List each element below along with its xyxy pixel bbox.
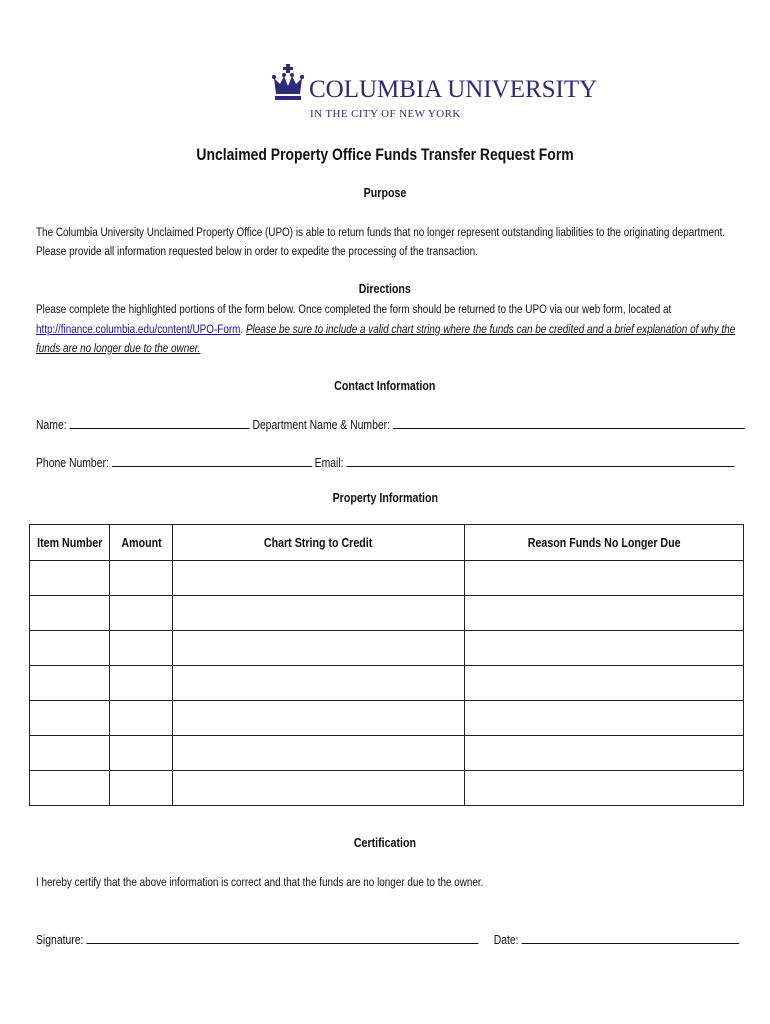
column-header-amount: Amount <box>110 525 173 561</box>
table-row <box>30 771 744 806</box>
email-label: Email: <box>314 455 344 470</box>
chart-string-cell[interactable] <box>173 736 464 771</box>
certification-statement: I hereby certify that the above information is correct and that the funds are no longer due to the owner. <box>36 875 484 889</box>
directions-text-line1: Please complete the highlighted portions of the form below. Once completed the form should be returned to the UPO via our web form, located at <box>36 302 672 316</box>
item-number-cell[interactable] <box>30 666 110 701</box>
amount-cell[interactable] <box>110 701 173 736</box>
directions-heading: Directions <box>358 281 412 296</box>
chart-string-cell[interactable] <box>173 561 464 596</box>
amount-cell[interactable] <box>110 561 173 596</box>
table-row <box>30 736 744 771</box>
item-number-cell[interactable] <box>30 561 110 596</box>
signature-field[interactable] <box>86 931 478 944</box>
item-number-cell[interactable] <box>30 631 110 666</box>
directions-text-line2 <box>36 319 735 339</box>
signature-label: Signature: <box>36 932 84 947</box>
table-row <box>30 561 744 596</box>
chart-string-cell[interactable] <box>173 631 464 666</box>
reason-cell[interactable] <box>464 561 743 596</box>
university-logo <box>272 62 598 122</box>
chart-string-cell[interactable] <box>173 666 464 701</box>
amount-cell[interactable] <box>110 596 173 631</box>
name-label: Name: <box>36 417 67 432</box>
table-row <box>30 666 744 701</box>
table-header-row <box>30 525 744 561</box>
table-row <box>30 701 744 736</box>
chart-string-cell[interactable] <box>173 701 464 736</box>
contact-row-2 <box>36 454 734 470</box>
directions-emphasis-2: funds are no longer due to the owner. <box>36 341 201 355</box>
column-header-chart-string: Chart String to Credit <box>173 525 464 561</box>
reason-cell[interactable] <box>464 666 743 701</box>
column-header-reason: Reason Funds No Longer Due <box>464 525 743 561</box>
logo-subtitle: IN THE CITY OF NEW YORK <box>310 108 461 120</box>
table-row <box>30 596 744 631</box>
property-table <box>29 524 744 806</box>
signature-row <box>36 931 739 947</box>
property-heading: Property Information <box>332 490 438 505</box>
table-row <box>30 631 744 666</box>
amount-cell[interactable] <box>110 771 173 806</box>
amount-cell[interactable] <box>110 666 173 701</box>
date-label: Date: <box>493 932 519 947</box>
column-header-item-number: Item Number <box>30 525 110 561</box>
item-number-cell[interactable] <box>30 701 110 736</box>
reason-cell[interactable] <box>464 596 743 631</box>
amount-cell[interactable] <box>110 736 173 771</box>
amount-cell[interactable] <box>110 631 173 666</box>
upo-form-link[interactable]: http://finance.columbia.edu/content/UPO-Form <box>36 322 241 336</box>
link-period: . <box>240 322 244 336</box>
phone-label: Phone Number: <box>36 455 109 470</box>
purpose-text-line1: The Columbia University Unclaimed Property Office (UPO) is able to return funds that no longer represent outstanding liabilities to the originating department. <box>36 225 726 239</box>
department-field[interactable] <box>393 416 745 429</box>
crown-icon <box>272 64 304 104</box>
chart-string-cell[interactable] <box>173 596 464 631</box>
item-number-cell[interactable] <box>30 736 110 771</box>
reason-cell[interactable] <box>464 701 743 736</box>
directions-text-line3 <box>36 338 200 358</box>
email-field[interactable] <box>346 454 734 467</box>
contact-row-1 <box>36 416 745 432</box>
reason-cell[interactable] <box>464 736 743 771</box>
chart-string-cell[interactable] <box>173 771 464 806</box>
department-label: Department Name & Number: <box>252 417 390 432</box>
purpose-heading: Purpose <box>363 185 407 200</box>
form-title: Unclaimed Property Office Funds Transfer Request Form <box>196 145 574 164</box>
contact-heading: Contact Information <box>334 378 436 393</box>
item-number-cell[interactable] <box>30 596 110 631</box>
reason-cell[interactable] <box>464 631 743 666</box>
date-field[interactable] <box>521 931 739 944</box>
item-number-cell[interactable] <box>30 771 110 806</box>
directions-emphasis-1: Please be sure to include a valid chart string where the funds can be credited and a brief explanation of why the <box>245 322 736 336</box>
logo-wordmark: COLUMBIA UNIVERSITY <box>309 76 598 103</box>
certification-heading: Certification <box>353 835 417 850</box>
phone-field[interactable] <box>112 454 312 467</box>
purpose-text-line2: Please provide all information requested below in order to expedite the processing of the transaction. <box>36 244 478 258</box>
name-field[interactable] <box>70 416 250 429</box>
reason-cell[interactable] <box>464 771 743 806</box>
